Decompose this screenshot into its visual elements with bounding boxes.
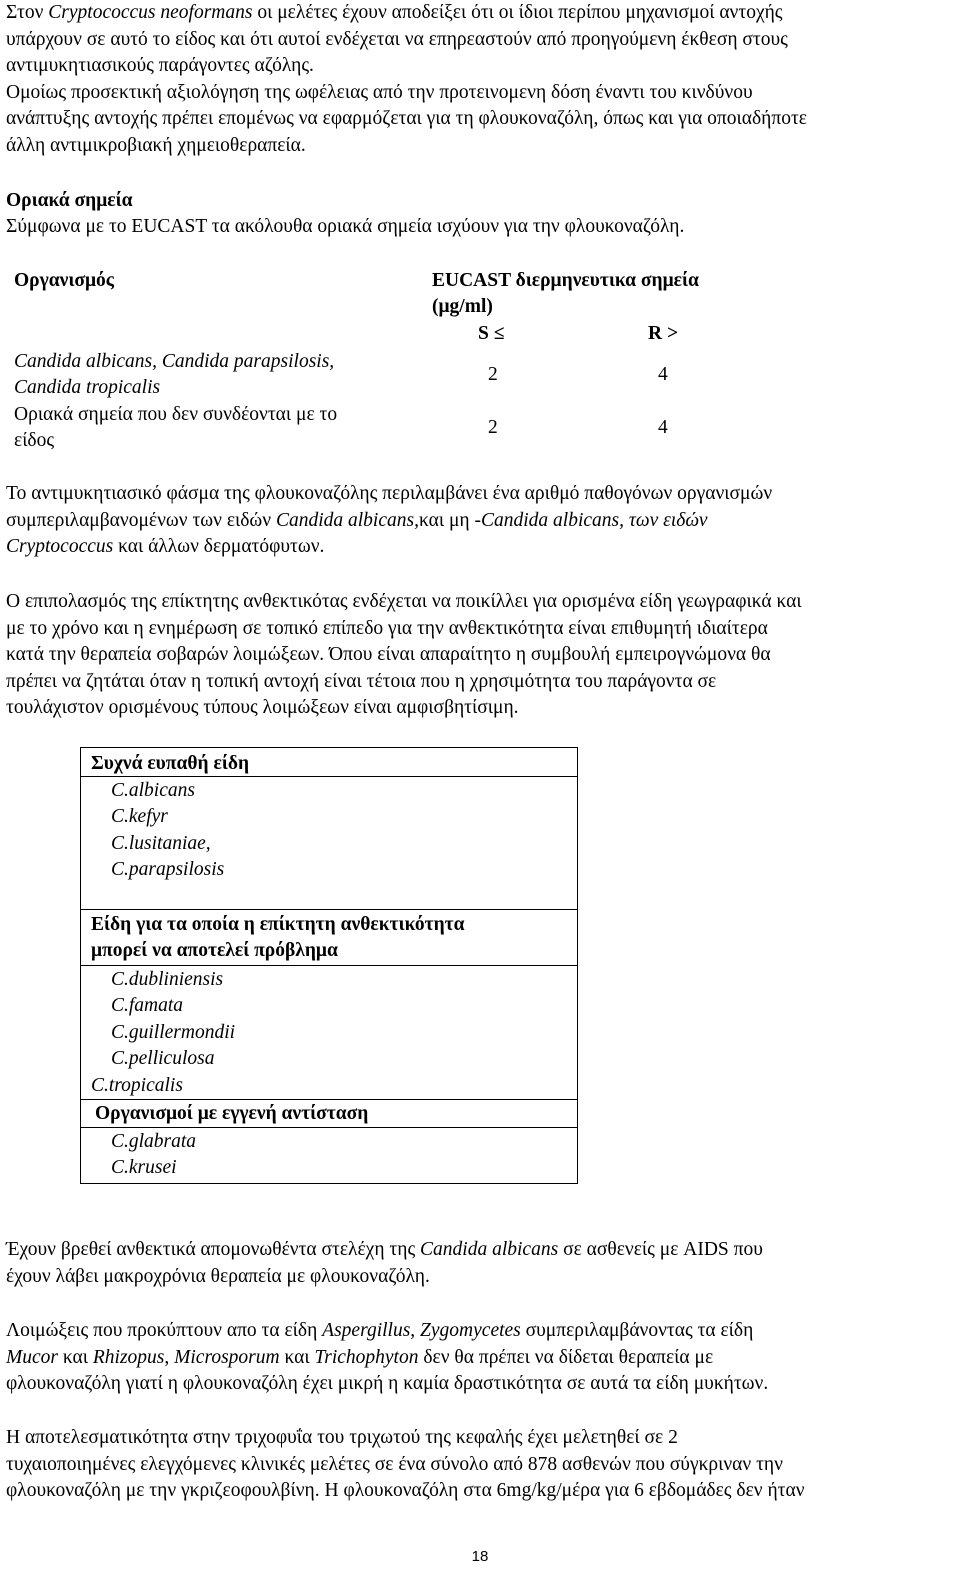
- spectrum-line-2: συμπεριλαμβανομένων των ειδών Candida albicans,και μη -Candida albicans, των ειδών: [6, 509, 708, 531]
- acquired-title-line1: Είδη για τα οποία η επίκτητη ανθεκτικότητα: [91, 914, 465, 935]
- aids-line-2: έχουν λάβει μακροχρόνια θεραπεία με φλουκοναζόλη.: [6, 1265, 430, 1287]
- intro-paragraph: [6, 0, 950, 159]
- prevalence-line-3: κατά την θεραπεία σοβαρών λοιμώξεων. Όπου είναι απαραίτητο η συμβουλή εμπειρογνώμονα θα: [6, 644, 771, 665]
- intro-line-5: ανάπτυξης αντοχής πρέπει επομένως να εφαρμόζεται για τη φλουκοναζόλη, όπως και για οποιαδήποτε: [6, 108, 807, 129]
- efficacy-line-2: τυχαιοποιημένες ελεγχόμενες κλινικές μελέτες σε ένα σύνολο από 878 ασθενών που σύγκριναν την: [6, 1453, 783, 1475]
- aids-line-1: Έχουν βρεθεί ανθεκτικά απομονωθέντα στελέχη της Candida albicans σε ασθενείς με AIDS που: [6, 1239, 763, 1260]
- row2-s-value: 2: [488, 417, 498, 438]
- infections-line-1: Λοιμώξεις που προκύπτουν απο τα είδη Aspergillus, Zygomycetes συμπεριλαμβάνοντας τα είδη: [6, 1320, 754, 1341]
- spectrum-line-1: Το αντιμυκητιασικό φάσμα της φλουκοναζόλης περιλαμβάνει ένα αριθμό παθογόνων οργανισμών: [6, 483, 773, 504]
- intrinsic-divider: [81, 1127, 577, 1128]
- breakpoints-table: [14, 264, 714, 464]
- row1-r-value: 4: [658, 364, 668, 385]
- row1-s-value: 2: [488, 364, 498, 385]
- breakpoints-intro: Σύμφωνα με το EUCAST τα ακόλουθα οριακά σημεία ισχύουν για την φλουκοναζόλη.: [6, 216, 685, 237]
- intro-line-3: αντιμυκητιασικούς παράγοντες αζόλης.: [6, 55, 314, 76]
- row2-r-value: 4: [658, 417, 668, 438]
- intro-line-4: Ομοίως προσεκτική αξιολόγηση της ωφέλειας από την προτεινομενη δόση έναντι του κινδύνου: [6, 81, 753, 103]
- acquired-section: [81, 909, 577, 910]
- aids-paragraph: [6, 1237, 950, 1290]
- col-eucast-unit: (μg/ml): [432, 296, 493, 317]
- intro-line-2: υπάρχουν σε αυτό το είδος και ότι αυτοί ενδέχεται να επηρεαστούν από προηγούμενη έκθεση στους: [6, 28, 788, 50]
- efficacy-line-3: φλουκοναζόλη με την γκριζεοφουλβίνη. Η φλουκοναζόλη στα 6mg/kg/μέρα για 6 εβδομάδες δεν ήταν: [6, 1480, 805, 1501]
- spectrum-line-3: Cryptococcus και άλλων δερματόφυτων.: [6, 536, 325, 557]
- prevalence-line-4: πρέπει να ζητάται όταν η τοπική αντοχή είναι τέτοια που η χρησιμότητα του παράγοντα σε: [6, 670, 717, 692]
- infections-line-3: φλουκοναζόλη γιατί η φλουκοναζόλη έχει μικρή η καμία δραστικότητα σε αυτά τα είδη μυκήτων.: [6, 1373, 769, 1394]
- prevalence-line-2: με το χρόνο και η ενημέρωση σε τοπικό επίπεδο για την ανθεκτικότητα είναι επιθυμητή ιδιαίτερα: [6, 617, 768, 639]
- intrinsic-title: Οργανισμοί με εγγενή αντίσταση: [95, 1103, 369, 1124]
- col-r-header: R >: [648, 323, 679, 344]
- row2-organism-line1: Οριακά σημεία που δεν συνδέονται με το: [14, 404, 338, 425]
- acquired-species: C.guillermondii: [111, 1022, 236, 1043]
- intrinsic-section: [81, 1099, 577, 1100]
- page-number: 18: [471, 1548, 489, 1565]
- acquired-species-last: C.tropicalis: [91, 1075, 183, 1096]
- susceptible-title: Συχνά ευπαθή είδη: [91, 753, 250, 774]
- col-s-header: S ≤: [478, 323, 505, 344]
- acquired-divider: [81, 965, 577, 966]
- species-table: [80, 747, 578, 1184]
- susceptible-species: C.albicans: [111, 780, 195, 801]
- susceptible-species: C.kefyr: [111, 806, 168, 827]
- breakpoints-title: Οριακά σημεία: [6, 190, 133, 211]
- efficacy-paragraph: [6, 1425, 950, 1505]
- infections-paragraph: [6, 1318, 950, 1398]
- acquired-species: C.dubliniensis: [111, 969, 224, 990]
- col-organism-header: Οργανισμός: [14, 270, 115, 291]
- efficacy-line-1: Η αποτελεσματικότητα στην τριχοφυΐα του τριχωτού της κεφαλής έχει μελετηθεί σε 2: [6, 1427, 678, 1448]
- susceptible-species: C.parapsilosis: [111, 859, 225, 880]
- row1-organism-line2: Candida tropicalis: [14, 377, 161, 398]
- susceptible-section: [81, 747, 577, 748]
- acquired-title-line2: μπορεί να αποτελεί πρόβλημα: [91, 940, 338, 961]
- susceptible-divider: [81, 776, 577, 777]
- infections-line-2: Mucor και Rhizopus, Microsporum και Trichophyton δεν θα πρέπει να δίδεται θεραπεία με: [6, 1346, 714, 1368]
- intro-line-6: άλλη αντιμικροβιακή χημειοθεραπεία.: [6, 134, 306, 156]
- prevalence-line-1: Ο επιπολασμός της επίκτητης ανθεκτικότας ενδέχεται να ποικίλλει για ορισμένα είδη γεωγραφικά και: [6, 591, 802, 612]
- row2-organism-line2: είδος: [14, 430, 55, 451]
- intrinsic-species: C.glabrata: [111, 1131, 197, 1152]
- row1-organism-line1: Candida albicans, Candida parapsilosis,: [14, 351, 335, 372]
- susceptible-species: C.lusitaniae,: [111, 833, 211, 854]
- spectrum-paragraph: [6, 481, 950, 561]
- intro-line-1: Στον Cryptococcus neoformans οι μελέτες έχουν αποδείξει ότι οι ίδιοι περίπου μηχανισμοί αντοχής: [6, 2, 783, 23]
- intrinsic-species: C.krusei: [111, 1157, 177, 1178]
- acquired-species: C.famata: [111, 995, 184, 1016]
- prevalence-paragraph: [6, 589, 950, 722]
- col-eucast-header: EUCAST διερμηνευτικα σημεία: [432, 270, 699, 291]
- prevalence-line-5: τουλάχιστον ορισμένους τύπους λοιμώξεων είναι αμφισβητίσιμη.: [6, 697, 519, 718]
- acquired-species: C.pelliculosa: [111, 1048, 215, 1069]
